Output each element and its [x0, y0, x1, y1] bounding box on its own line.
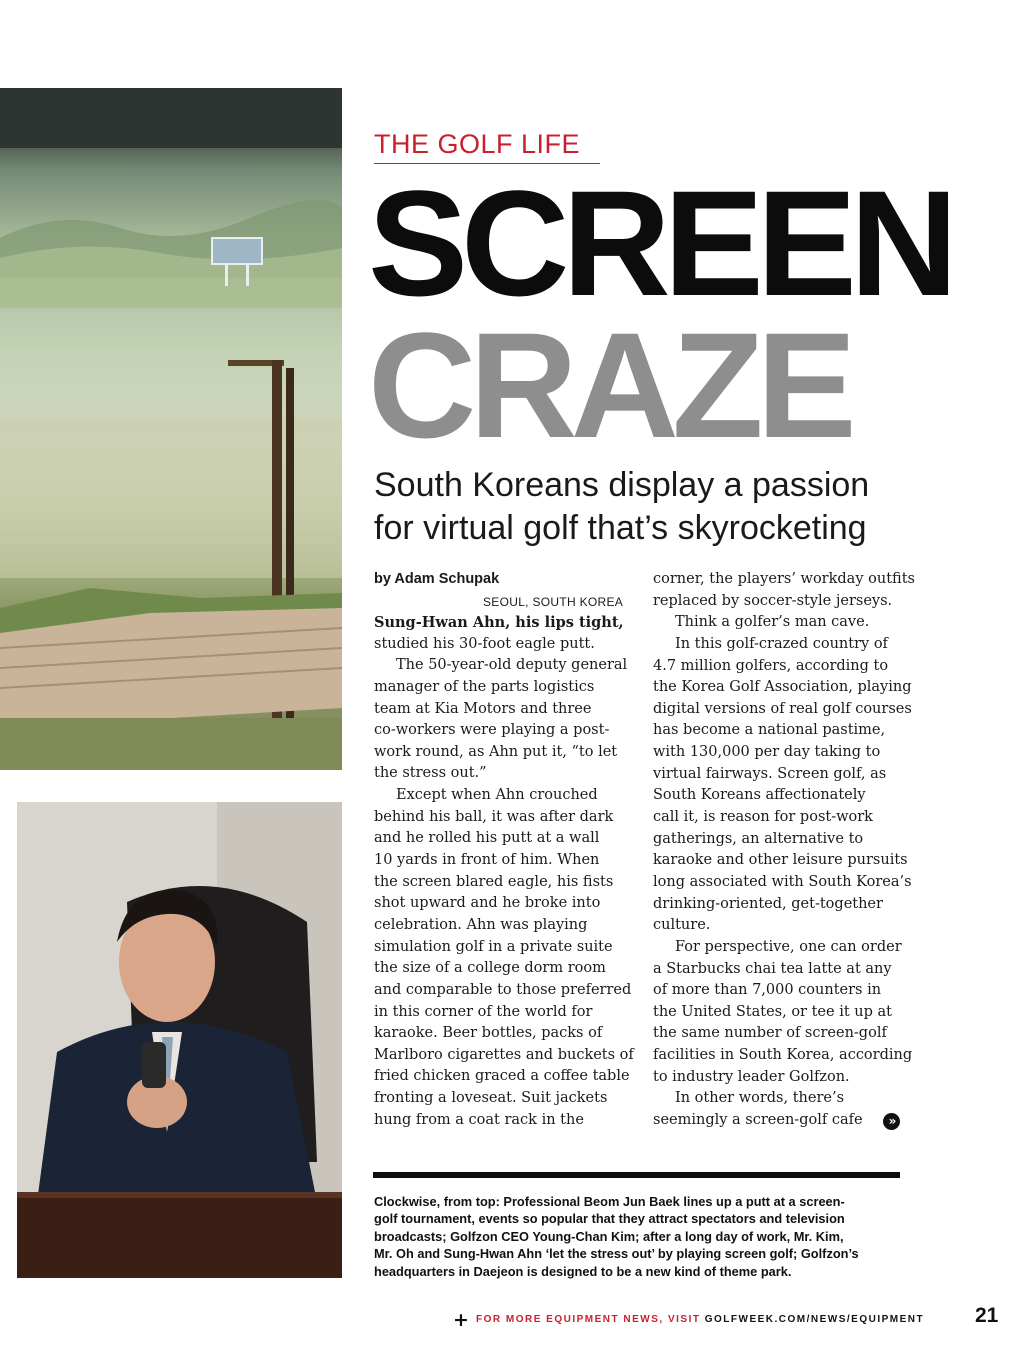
- body-line: replaced by soccer-style jerseys.: [653, 592, 893, 609]
- photo-caption: [374, 1193, 894, 1280]
- body-line: the size of a college dorm room: [374, 960, 606, 977]
- continue-arrow-icon: »: [883, 1113, 900, 1130]
- footer-lead: FOR MORE EQUIPMENT NEWS, VISIT: [476, 1314, 701, 1325]
- caption-divider: [373, 1172, 900, 1178]
- body-line: 10 yards in front of him. When: [374, 852, 600, 869]
- section-label: THE GOLF LIFE: [374, 128, 600, 164]
- body-line: hung from a coat rack in the: [374, 1111, 584, 1128]
- body-line: For perspective, one can order: [675, 938, 902, 955]
- body-line: South Koreans affectionately: [653, 787, 866, 804]
- footer-url-link[interactable]: GOLFWEEK.COM/NEWS/EQUIPMENT: [704, 1314, 925, 1325]
- body-line: In this golf-crazed country of: [675, 635, 888, 652]
- body-line: drinking-oriented, get-together: [653, 895, 883, 912]
- caption-line: golf tournament, events so popular that they attract spectators and television: [374, 1211, 845, 1227]
- caption-line: Clockwise, from top: Professional Beom Jun Baek lines up a putt at a screen-: [374, 1194, 845, 1209]
- body-line: the Korea Golf Association, playing: [653, 679, 912, 696]
- body-line: Marlboro cigarettes and buckets of: [374, 1046, 634, 1063]
- body-line: gatherings, an alternative to: [653, 830, 864, 847]
- body-line: seemingly a screen-golf cafe: [653, 1112, 863, 1129]
- body-line: call it, is reason for post-work: [653, 809, 873, 826]
- byline: by Adam Schupak: [374, 571, 500, 587]
- body-line: manager of the parts logistics: [374, 678, 595, 695]
- headline-line-1: SCREEN: [368, 159, 952, 327]
- deck-line-1: South Koreans display a passion: [374, 466, 870, 504]
- body-line: work round, as Ahn put it, “to let: [374, 743, 618, 760]
- body-line: to industry leader Golfzon.: [653, 1068, 850, 1085]
- body-line: with 130,000 per day taking to: [653, 744, 881, 761]
- body-line: The 50-year-old deputy general: [396, 657, 628, 674]
- deck-line-2: for virtual golf that’s skyrocketing: [374, 509, 867, 547]
- body-line: the same number of screen-golf: [653, 1025, 887, 1042]
- body-line: has become a national pastime,: [653, 722, 886, 739]
- body-line: and he rolled his putt at a wall: [374, 830, 600, 847]
- body-line: karaoke. Beer bottles, packs of: [374, 1025, 603, 1042]
- body-line: the screen blared eagle, his fists: [374, 873, 614, 890]
- photo-ceo-portrait: [17, 802, 342, 1278]
- body-line: virtual fairways. Screen golf, as: [653, 765, 887, 782]
- body-line: corner, the players’ workday outfits: [653, 571, 915, 587]
- caption-line: broadcasts; Golfzon CEO Young-Chan Kim; after a long day of work, Mr. Kim,: [374, 1228, 844, 1244]
- body-line: studied his 30-foot eagle putt.: [374, 635, 595, 652]
- body-line: of more than 7,000 counters in: [653, 982, 882, 999]
- body-line: the stress out.”: [374, 765, 487, 782]
- body-line: Think a golfer’s man cave.: [675, 614, 870, 631]
- footer-promo: [476, 1313, 924, 1327]
- headline-line-2: CRAZE: [368, 301, 850, 469]
- body-line: and comparable to those preferred: [374, 981, 632, 998]
- dateline: SEOUL, SOUTH KOREA: [483, 595, 624, 609]
- body-line: in this corner of the world for: [374, 1003, 593, 1020]
- page-number: 21: [975, 1304, 999, 1327]
- body-line: 4.7 million golfers, according to: [653, 657, 889, 674]
- body-line: culture.: [653, 917, 711, 934]
- body-line: the United States, or tee it up at: [653, 1003, 892, 1020]
- body-line: simulation golf in a private suite: [374, 938, 613, 955]
- body-line: shot upward and he broke into: [374, 895, 601, 912]
- body-line: long associated with South Korea’s: [653, 873, 912, 890]
- body-line: co-workers were playing a post-: [374, 722, 610, 739]
- article-column-2: [653, 569, 915, 1132]
- caption-line: headquarters in Daejeon is designed to be a new kind of theme park.: [374, 1263, 792, 1279]
- body-line: Except when Ahn crouched: [396, 787, 598, 804]
- body-line: In other words, there’s: [675, 1090, 845, 1107]
- body-line: fronting a loveseat. Suit jackets: [374, 1090, 608, 1107]
- plus-icon: +: [453, 1309, 469, 1331]
- body-line: facilities in South Korea, according: [653, 1047, 913, 1064]
- article-column-1: [374, 612, 634, 1131]
- photo-screen-golf-room: [0, 88, 342, 770]
- caption-line: Mr. Oh and Sung-Hwan Ahn ‘let the stress out’ by playing screen golf; Golfzon’s: [374, 1246, 859, 1262]
- body-line: celebration. Ahn was playing: [374, 916, 588, 933]
- body-line: a Starbucks chai tea latte at any: [653, 960, 892, 977]
- body-line: team at Kia Motors and three: [374, 700, 592, 717]
- lede-lead-in: Sung-Hwan Ahn, his lips tight,: [374, 614, 624, 631]
- body-line: karaoke and other leisure pursuits: [653, 852, 908, 869]
- body-line: fried chicken graced a coffee table: [374, 1068, 630, 1085]
- body-line: behind his ball, it was after dark: [374, 808, 614, 825]
- body-line: digital versions of real golf courses: [653, 700, 912, 717]
